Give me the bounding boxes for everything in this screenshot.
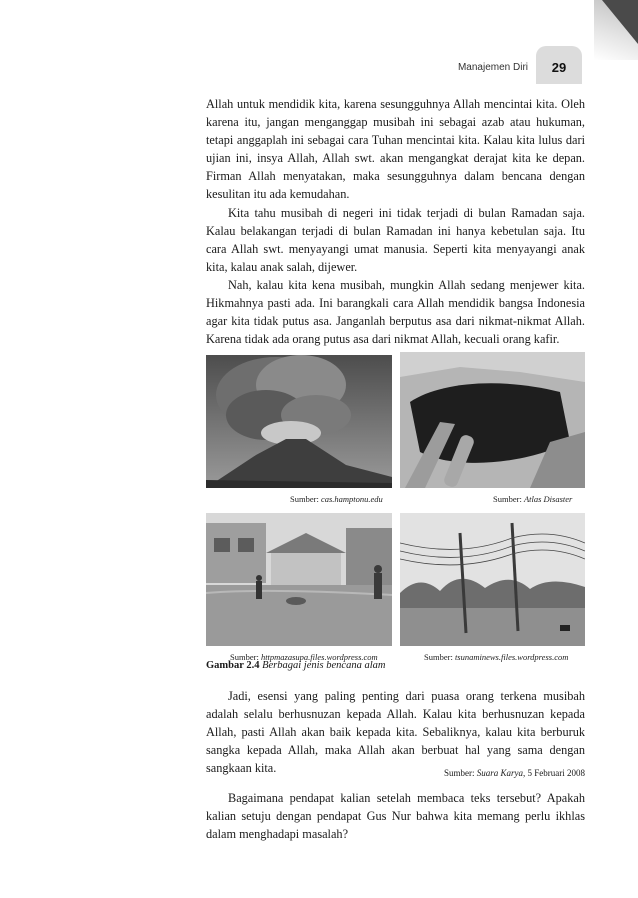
tsunami-aftermath-photo (400, 513, 585, 646)
paragraph: Bagaimana pendapat kalian setelah membaca teks tersebut? Apakah kalian setuju dengan pendapat Gus Nur bahwa kita memang perlu ikhlas dalam menghadapi masalah? (206, 791, 585, 842)
photo-source-flood: Sumber: httpmazasupa.files.wordpress.com (230, 652, 378, 662)
volcano-eruption-photo (206, 355, 392, 488)
article-text-middle (206, 687, 585, 777)
paragraph: Kita tahu musibah di negeri ini tidak terjadi di bulan Ramadan saja. Kalau belakangan terjadi di bulan Ramadan ini hanya kebetulan saja. Itu cara Allah swt. menyayangi umat manusia. Seperti kita menyayangi anak kita, kalau anak salah, dijewer. (206, 205, 585, 274)
page-number: 29 (551, 60, 567, 75)
figure-caption: Gambar 2.4 Berbagai jenis bencana alam (206, 660, 386, 671)
paragraph: Allah untuk mendidik kita, karena sesungguhnya Allah mencintai kita. Oleh karena itu, jangan menganggap musibah ini sebagai azab atau hukuman, tetapi anggaplah ini sebagai cara Tuhan mencintai kita. Kalau kita lulus dari ujian ini, insya Allah, Allah swt. akan mengangkat derajat kita ke depan. Firman Allah menyatakan, maka sesungguhnya dalam bencana dengan kesulitan itu ada kemudahan. (206, 97, 585, 202)
photo-source-road: Sumber: Atlas Disaster (493, 494, 573, 504)
photo-source-tsunami: Sumber: tsunaminews.files.wordpress.com (424, 652, 569, 662)
article-text-top (206, 95, 585, 348)
article-source: Sumber: Suara Karya, 5 Februari 2008 (443, 768, 585, 778)
paragraph: Jadi, esensi yang paling penting dari puasa orang terkena musibah adalah selalu berhusnuzan kepada Allah. Kalau kita berhusnuzan kepada Allah, pasti Allah akan baik kepada kita. Sebaliknya, kalau kita berburuk sangka kepada Allah, maka Allah akan berbuat hal yang sama dengan sangkaan kita. (206, 689, 585, 776)
discussion-question (206, 789, 585, 843)
flood-street-photo (206, 513, 392, 646)
page-corner-fold (602, 0, 638, 44)
paragraph: Nah, kalau kita kena musibah, mungkin Allah sedang menjewer kita. Hikmahnya pasti ada. Ini barangkali cara Allah mendidik bangsa Indonesia agar kita tidak putus asa. Janganlah berputus asa dari nikmat-nikmat Allah. Karena tidak ada orang putus asa dari nikmat Allah, kecuali orang kafir. (206, 277, 585, 347)
photo-source-volcano: Sumber: cas.hamptonu.edu (290, 494, 383, 504)
chapter-label: Manajemen Diri (457, 62, 528, 73)
damaged-road-photo (400, 352, 585, 488)
